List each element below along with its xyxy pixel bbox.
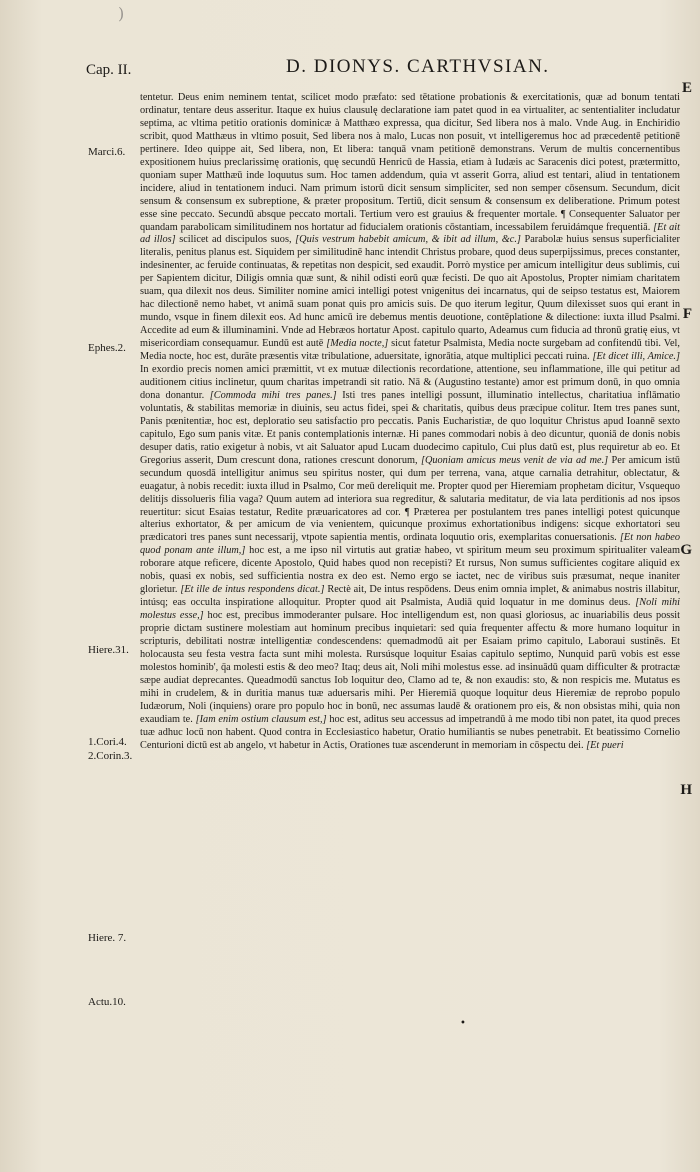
- text-run: sicut fatetur Psalmista, Media nocte surgebam ad confitendū tibi. Vel, Media nocte, hoc est, duräte præsentis vitæ tribulatione, aduersitate, ignorātia, atque multiplici peccati ruina.: [140, 338, 680, 363]
- margin-ref-actu: Actu.10.: [88, 996, 126, 1008]
- body-text: [140, 92, 680, 753]
- text-run: Per amicum istū secundum quosdā intelligitur animus seu spiritus noster, qui dum per terrena, vana, atque carnalia detrahitur, oblectatur, & euagatur, à nobis recedit: iuxta illud in Psalmo, Cor meū dereliquit me. Propter quod per Hieremiam prophetam dicitur, Vsquequo delitijs dissolueris filia vaga? Quum autem ad interiora sua regreditur, & salutaria meditatur, de via lata perditionis ad nos ipsos reuertitur: sicut Esaias testatur, Redite præuaricatores ad cor. ¶ Præterea per postulantem tres panes intelligi potest quicunque alterius exhortator, & per amicum de via venientem, quicunque proximus exhortationibus indigens: sicque exhortatori seu prædicatori tres panes sunt necessarij, vtpote sapientia mentis, ordinata loquutio oris, exemplaritas conuersationis.: [140, 454, 680, 544]
- lemma-quote: [Et non habeo quod ponam ante illum,]: [140, 532, 681, 557]
- text-run: Rectè ait, De intus respōdens. Deus enim omnia implet, & animabus nostris illabitur, intúsq; eas occulta inspiratione alloquitur. Propter quod ait Psalmista, Audiā quid loquatur in me dominus deus.: [140, 584, 680, 609]
- lemma-quote: [Et dicet illi, Amice.]: [592, 351, 680, 363]
- margin-ref-1-cori: 1.Cori.4.: [88, 736, 127, 748]
- margin-ref-ephes: Ephes.2.: [88, 342, 126, 354]
- margin-ref-hiere-7: Hiere. 7.: [88, 932, 127, 944]
- chapter-label: Cap. II.: [86, 62, 132, 78]
- margin-ref-hiere-31: Hiere.31.: [88, 644, 129, 656]
- text-run: Parabolæ huius sensus superficialiter literalis, penitus planus est. Siquidem per similitudinē hanc intendit Christus probare, quod deus superpijssimus, preces constanter, indesinenter, ac feruide continuatas, & repetitas non despicit, sed exaudit. Porrò mystice per amicum intelligitur deus sublimis, cui per Sapientem dicitur, Diligis omnia quæ sunt, & nihil odisti eorū quæ fecisti. De quo ait Apostolus, Propter nimiam charitatem suam, qua dilexit nos deus. Similiter nomine amici intelligi potest vnigenitus dei incarnatus, qui de seipso testatus est, Maiorem hac dilectionē nemo habet, vt animā suam ponat quis pro amicis suis. De quo iterum legitur, Quum dilexisset suos qui erant in mundo, vsque in finem dilexit eos. Ad hunc amicū ire debemus mentis deuotione, contēplatione & dilectione: iuxta illud Psalmi. Accedite ad eum & illuminamini. Vnde ad Hebræos hortatur Apost. capitulo quarto, Adeamus cum fiducia ad thronū gratię eius, vt misericordiam consequamur. Eundū est autē: [140, 234, 680, 350]
- folio-letter-g: G: [680, 542, 692, 558]
- running-header: [0, 56, 700, 82]
- lemma-quote: [Et pueri: [586, 739, 624, 751]
- commentary-paragraph: [140, 92, 680, 753]
- text-run: hoc est, precibus immoderanter pulsare. Hoc intelligendum est, non quasi gloriosus, ac inuariabilis deus possit proprie dictam sustinere molestiam aut hominum precibus inquietari: sed quia frequenter affectu & more humano loquitur in scripturis, debilitati nostræ intelligentiæ condescendens: quemadmodū ait per Esaiam primo capitulo, Laboraui sustinēs. Et holocausta seu festa vestra facta sunt mihi molesta. Rursúsque loquitur Esaias capitulo septimo, Nunquid parū vobis est esse molestos hominib', q̄a molesti estis & deo meo? Itaq; deus ait, Noli mihi molestus esse. ad insinuādū quam difficulter & protractæ sæpe audiat deprecantes. Queadmodū sanctus Iob loquitur deo, Clamo ad te, & non exaudis: sto, & non respicis me. Mutatus es mihi in crudelem, & in duritia manus tuæ aduersaris mihi. Per Hieremiā quoque loquitur deus Hieremiæ de reprobo populo Iudæorum, Noli (inquiens) orare pro populo hoc in bonū, nec assumas laudē & orationem pro eis, & non obsistas mihi, quia non exaudiam te.: [140, 610, 680, 725]
- folio-letter-f: F: [682, 306, 692, 322]
- lemma-quote: [Et ait ad illos]: [140, 221, 680, 246]
- lemma-quote: [Iam enim ostium clausum est,]: [195, 713, 327, 725]
- lemma-quote: [Noli mihi molestus esse,]: [140, 597, 680, 622]
- text-run: In exordio precis nomen amici præmittit, vt ex mutuæ dilectionis recordatione, attentione, seu inflammatione, ille qui petitur ad auditionem citius inclinetur, quum charitas impetrandi sit ratio. Nā & (Augustino testante) amor est primum donū, in quo omnia dona donantur.: [140, 364, 680, 401]
- lemma-quote: [Media nocte,]: [326, 338, 389, 350]
- text-run: scilicet ad discipulos suos,: [175, 234, 296, 246]
- margin-ref-marci: Marci.6.: [88, 146, 126, 158]
- folio-letter-h: H: [680, 782, 692, 798]
- text-run: hoc est, aditus seu accessus ad impetrandū à me modo tibi non patet, ita quod preces tuæ adhuc locū non habent. Quod contra in Ecclesiastico habetur, Oratio humiliantis se nubes penetrabit. Et beatissimo Cornelio Centurioni dictū est ab angelo, vt habetur in Actis, Orationes tuæ ascenderunt in memoriam in cōspectu dei.: [140, 713, 680, 751]
- lemma-quote: [Quis vestrum habebit amicum, & ibit ad illum, &c.]: [295, 234, 521, 246]
- lemma-quote: [Et ille de intus respondens dicat.]: [180, 584, 325, 596]
- end-mark: •: [460, 1018, 466, 1029]
- text-run: hoc est, a me ipso nil virtutis aut gratiæ habeo, vt spiritum meum seu proximum spiritualiter valeam roborare atque reficere, dicente Apostolo, Quid habes quod non recepisti? Et rursus, Non sumus sufficientes cogitare aliquid ex nobis, quasi ex nobis, sed sufficientia nostra ex deo est. Nemo ergo se iactet, nec de viribus suis præsumat, neque inaniter glorietur.: [140, 545, 681, 596]
- page-mark: ): [118, 4, 125, 23]
- text-run: Isti tres panes intelligi possunt, illuminatio intellectus, charitatiua inflāmatio voluntatis, & stabilitas memoriæ in diuinis, seu actus fidei, spei & charitatis, quibus deus præcipue colitur. Item tres panes sunt, Panis pœnitentiæ, hoc est, deploratio seu satisfactio pro peccatis. Panis Eucharistiæ, de quo loquitur Christus apud Ioannē sexto capitulo, Ego sum panis vitæ. Et panis contemplationis internæ. Hi panes commodari nobis à deo dicuntur, quoniā de donis nobis desuper datis, ratio exigetur à nobis, vt ait Saluator apud Lucam duodecimo capitulo, Cui plus datū est, plus requiretur ab eo. Et Gregorius asserit, Dum crescunt dona, rationes crescunt donorum,: [140, 389, 680, 466]
- lemma-quote: [Quoniam amicus meus venit de via ad me.]: [420, 454, 609, 466]
- lemma-quote: [Commoda mihi tres panes.]: [209, 389, 337, 401]
- margin-ref-2-corin: 2.Corin.3.: [88, 750, 133, 762]
- folio-letter-e: E: [681, 80, 692, 96]
- text-run: tentetur. Deus enim neminem tentat, scilicet modo præfato: sed tētatione probationis & exercitationis, quæ ad bonum tentati ordinatur, tentare deus asseritur. Itaque ex huius clausulę declaratione iam patet quod in ea virtualiter, ac sententialiter includatur septima, ac vltima petitio orationis dominicæ à Matthæo expressa, qua dicitur, Sed libera nos à malo. Vnde Aug. in Enchiridio scribit, quod Matthæus in vltimo posuit, Sed libera nos à malo, Lucas non posuit, vt intelligeremus hoc ad præcedentē petitionē pertinere. Ideo quippe ait, Sed libera, non, Et libera: tanquā vnam petitionē demonstrans. Verum de multis concernentibus expositionem huius preclarissimę orationis, quę secundū Henricū de Hassia, etiam à Iudæis ac Saracenis dici potest, prætermitto, quoniam super Matthæū inde loquutus sum. Hoc tamen addendum, quia vt asserit Gorra, aliud est tentari, aliud in tentationem incidere, aliud in tentationem induci. Nam primum istorū dicit sensum simpliciter, sed non semper cōsensum. Secundum, dicit sensum & consensum ex subreptione, & præter propositum. Tertiū, dicit sensum & consensum ex deliberatione. Primum potest esse sine peccato. Secundū absque peccato mortali. Tertium vero est grauius & frequenter mortale. ¶ Consequenter Saluator per quandam parabolicam similitudinem nos hortatur ad fiducialem orationis cōstantiam, incessabilem feruidámque frequentiā.: [140, 92, 680, 233]
- running-title: D. DIONYS. CARTHVSIAN.: [286, 56, 550, 77]
